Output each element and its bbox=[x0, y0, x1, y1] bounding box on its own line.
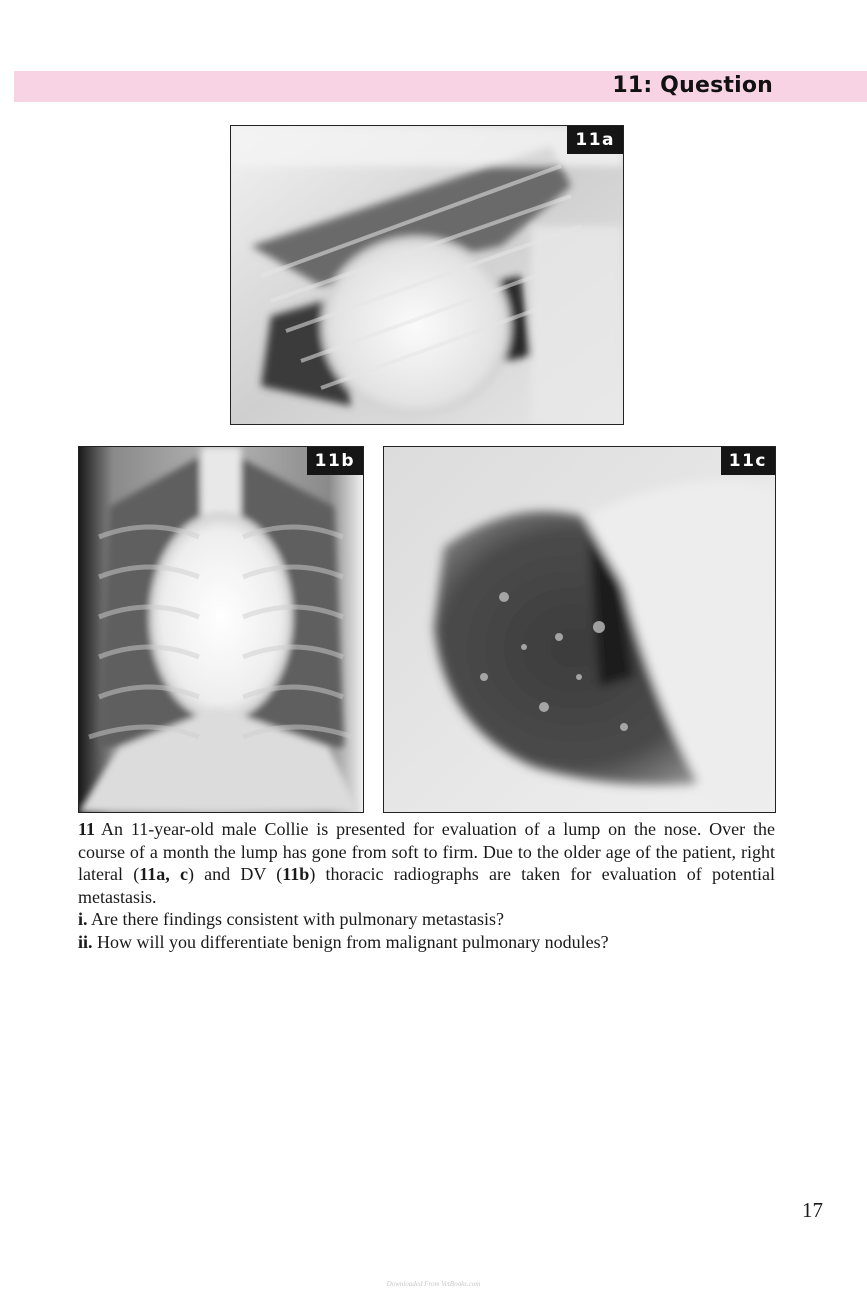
question-intro: 11 An 11-year-old male Collie is presented for evaluation of a lump on the nose. Over the course of a month the lump has gone from soft to firm. Due to the older age of the patient, right lateral (11a, c) and DV (11b) thoracic radiographs are taken for evaluation of potential metastasis. bbox=[78, 819, 776, 907]
figure-label: 11a bbox=[567, 126, 623, 154]
item-marker: ii. bbox=[78, 931, 93, 952]
figure-label: 11b bbox=[307, 447, 363, 475]
dv-thorax-image bbox=[79, 447, 363, 812]
lateral-thorax-image bbox=[231, 126, 623, 424]
figure-ref: 11a, c bbox=[139, 864, 188, 884]
figure-ref: 11b bbox=[282, 864, 310, 884]
page-number: 17 bbox=[802, 1198, 823, 1222]
radiograph-11b bbox=[78, 446, 364, 813]
radiograph-11c bbox=[383, 446, 776, 813]
figure-label: 11c bbox=[721, 447, 775, 475]
page-title: 11: Question bbox=[612, 73, 773, 98]
question-number: 11 bbox=[78, 819, 96, 839]
radiograph-11a bbox=[230, 125, 624, 425]
question-item: ii. How will you differentiate benign from malignant pulmonary nodules? bbox=[78, 931, 609, 952]
footer-watermark: Downloaded From VetBooks.com bbox=[386, 1280, 481, 1288]
question-item: i. Are there findings consistent with pulmonary metastasis? bbox=[78, 909, 504, 929]
question-text bbox=[78, 818, 775, 953]
item-marker: i. bbox=[78, 909, 88, 929]
closeup-thorax-image bbox=[384, 447, 775, 812]
